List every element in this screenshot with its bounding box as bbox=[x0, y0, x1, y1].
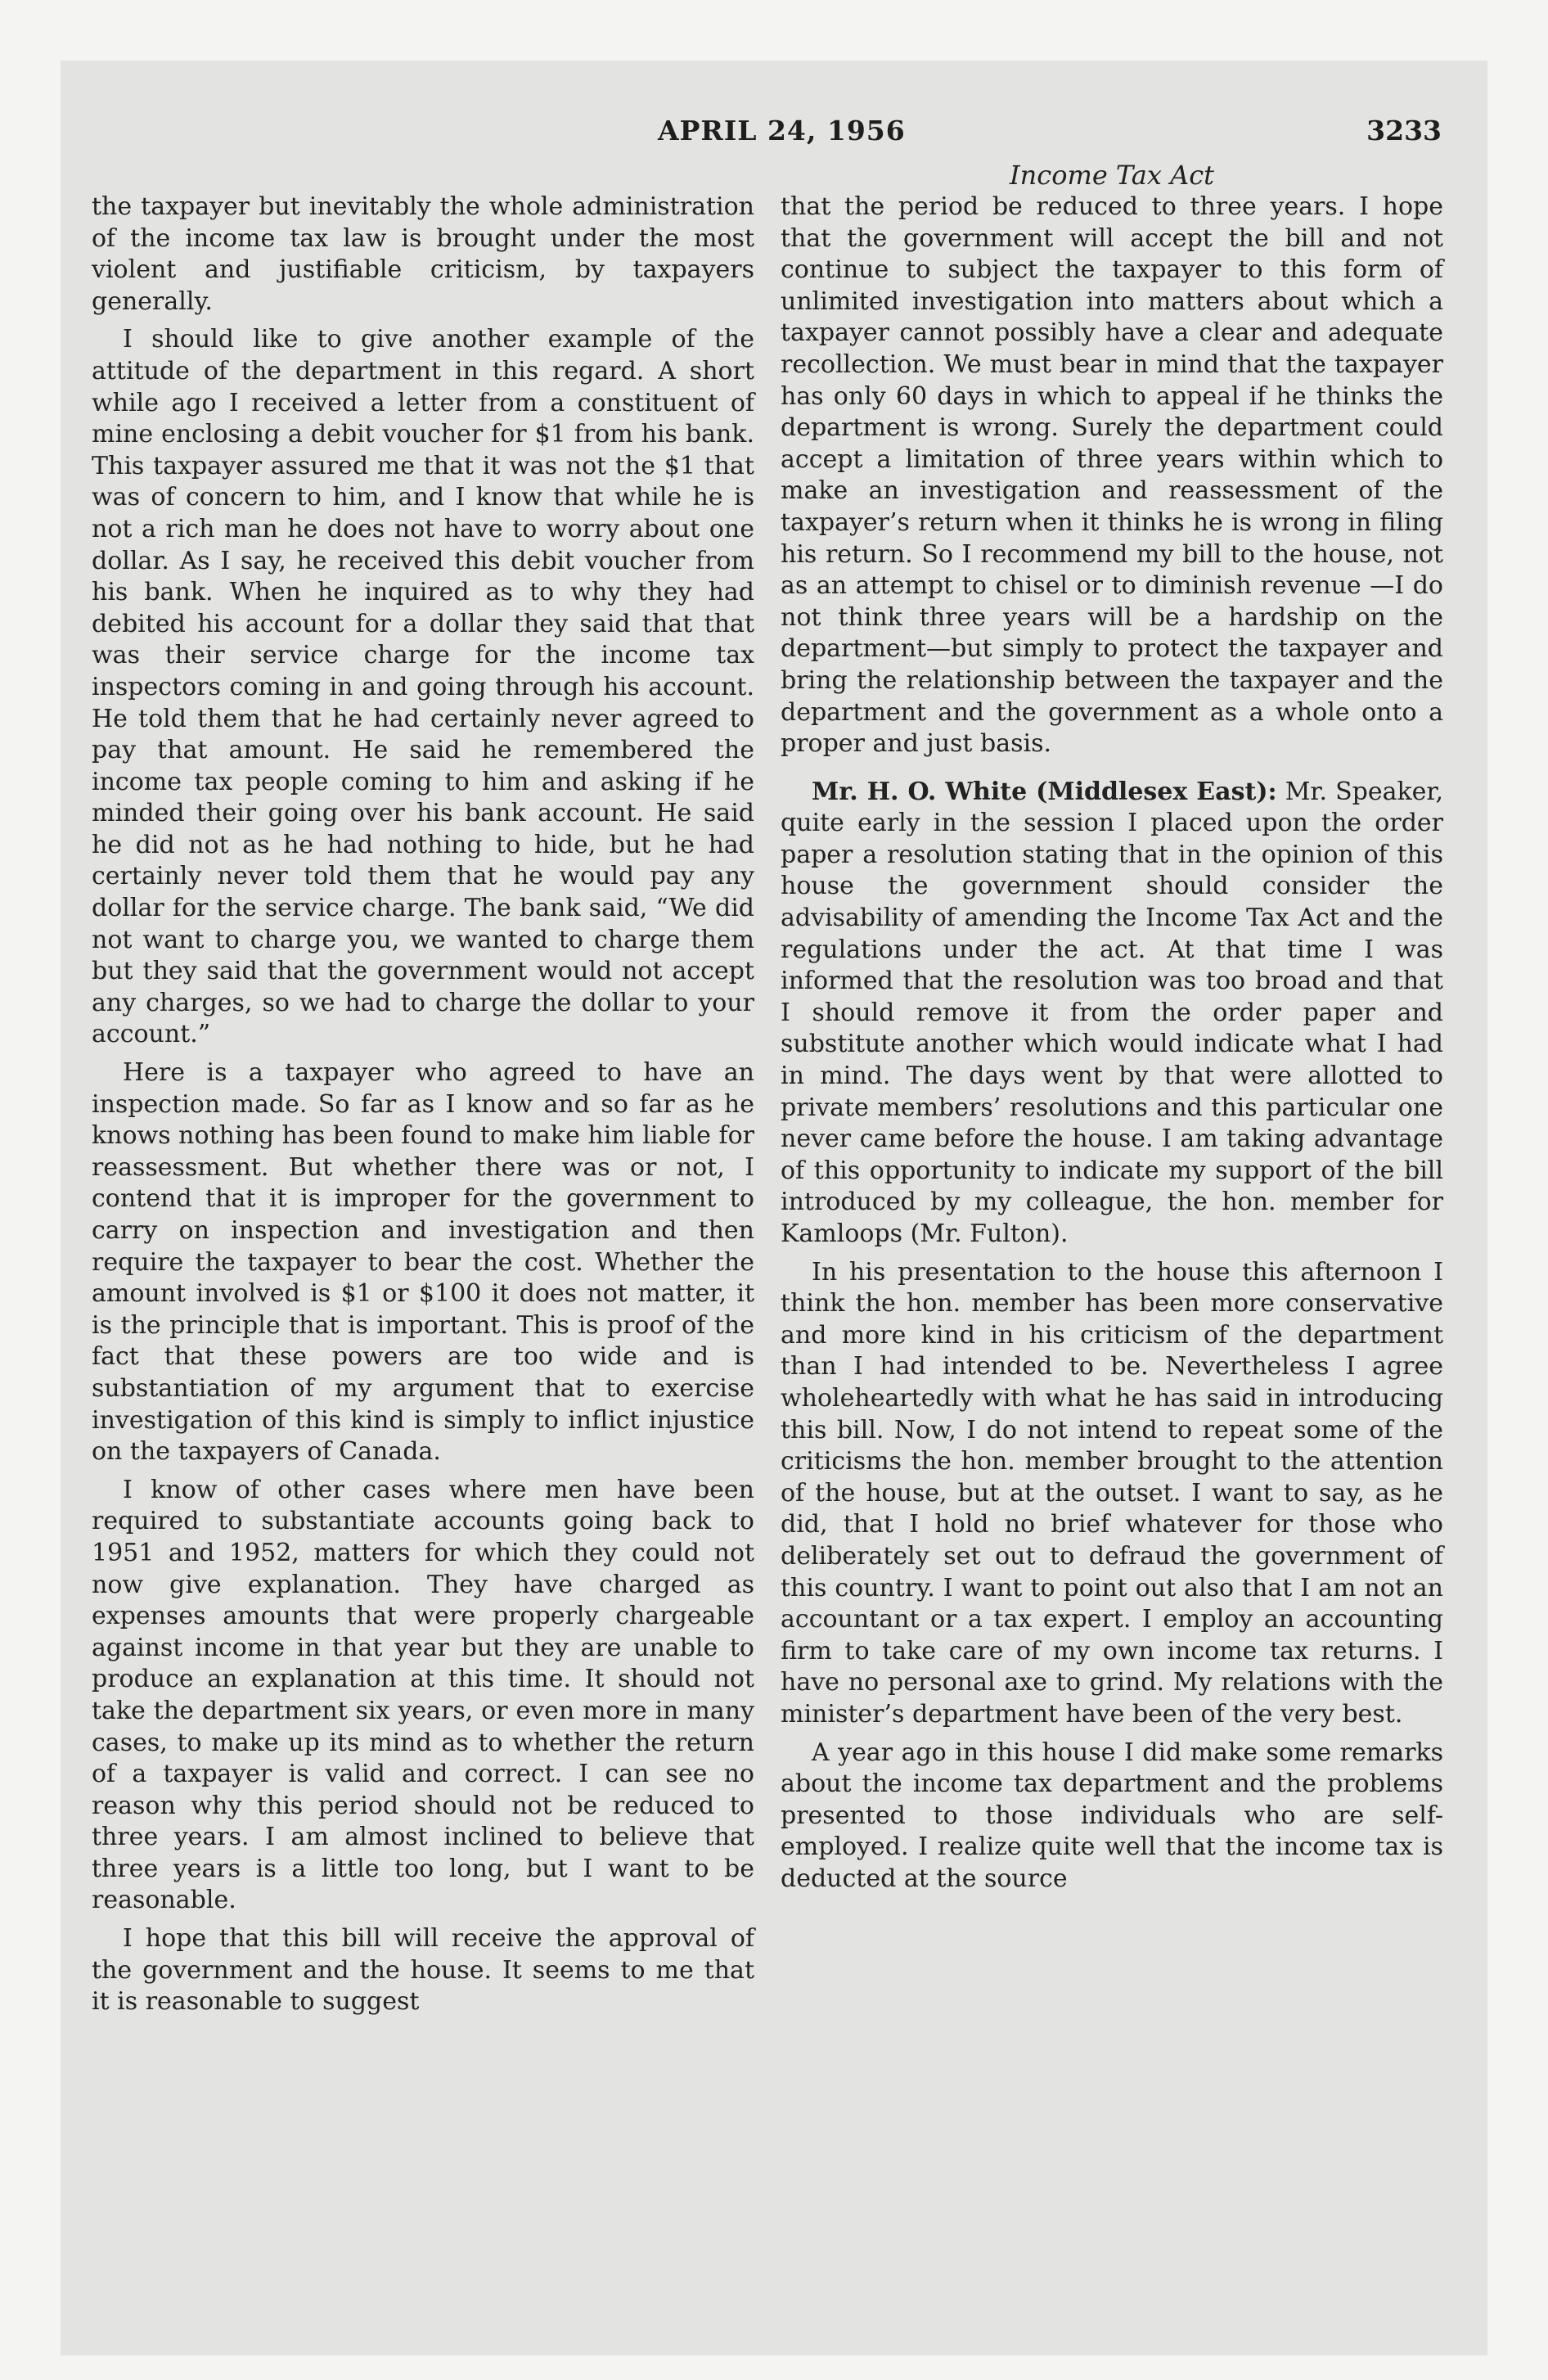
paragraph: the taxpayer but inevitably the whole administration of the income tax law is brought under the most violent and justifiable criticism, by taxpayers generally. bbox=[92, 192, 754, 316]
paragraph: Here is a taxpayer who agreed to have an inspection made. So far as I know and so far as he knows nothing has been found to make him liable for reassessment. But whether there was or not, I contend that it is improper for the government to carry on inspection and investigation and then require the taxpayer to bear the cost. Whether the amount involved is $1 or $100 it does not matter, it is the principle that is important. This is proof of the fact that these powers are too wide and is substantiation of my argument that to exercise investigation of this kind is simply to inflict injustice on the taxpayers of Canada. bbox=[92, 1058, 754, 1467]
speaker-text: Mr. Speaker, quite early in the session I placed upon the order paper a resolution stating that in the opinion of this house the government should consider the advisability of amending the Income Tax Act and the regulations under the act. At that time I was informed that the resolution was too broad and that I should remove it from the order paper and substitute another which would indicate what I had in mind. The days went by that were allotted to private members’ resolutions and this particular one never came before the house. I am taking advantage of this opportunity to indicate my support of the bill introduced by my colleague, the hon. member for Kamloops (Mr. Fulton). bbox=[781, 777, 1444, 1248]
right-column bbox=[781, 159, 1443, 1895]
paragraph: In his presentation to the house this afternoon I think the hon. member has been more conservative and more kind in his criticism of the department than I had intended to be. Nevertheless I agree wholeheartedly with what he has said in introducing this bill. Now, I do not intend to repeat some of the criticisms the hon. member brought to the attention of the house, but at the outset. I want to say, as he did, that I hold no brief whatever for those who deliberately set out to defraud the government of this country. I want to point out also that I am not an accountant or a tax expert. I employ an accounting firm to take care of my own income tax returns. I have no personal axe to grind. My relations with the minister’s department have been of the very best. bbox=[781, 1257, 1443, 1729]
paragraph: I hope that this bill will receive the approval of the government and the house. It seems to me that it is reasonable to suggest bbox=[92, 1924, 754, 2017]
paragraph: that the period be reduced to three years. I hope that the government will accept the bill and not continue to subject the taxpayer to this form of unlimited investigation into matters about which a taxpayer cannot possibly have a clear and adequate recollection. We must bear in mind that the taxpayer has only 60 days in which to appeal if he thinks the department is wrong. Surely the department could accept a limitation of three years within which to make an investigation and reassessment of the taxpayer’s return when it thinks he is wrong in filing his return. So I recommend my bill to the house, not as an attempt to chisel or to diminish revenue —I do not think three years will be a hardship on the department—but simply to protect the taxpayer and bring the relationship between the taxpayer and the department and the government as a whole onto a proper and just basis. bbox=[781, 192, 1443, 759]
speaker-name: Mr. H. O. White (Middlesex East): bbox=[812, 777, 1277, 806]
page-number: 3233 bbox=[1366, 115, 1442, 146]
page-header bbox=[61, 115, 1487, 156]
paragraph: A year ago in this house I did make some remarks about the income tax department and the problems presented to those individuals who are self-employed. I realize quite well that the income tax is deducted at the source bbox=[781, 1738, 1443, 1893]
page-scan bbox=[61, 61, 1487, 2355]
header-date: APRIL 24, 1956 bbox=[658, 115, 906, 146]
speaker-paragraph bbox=[781, 777, 1443, 1251]
left-column bbox=[92, 192, 754, 2018]
paragraph: I know of other cases where men have been required to substantiate accounts going back to 1951 and 1952, matters for which they could not now give explanation. They have charged as expenses amounts that were properly chargeable against income in that year but they are unable to produce an explanation at this time. It should not take the department six years, or even more in many cases, to make up its mind as to whether the return of a taxpayer is valid and correct. I can see no reason why this period should not be reduced to three years. I am almost inclined to believe that three years is a little too long, but I want to be reasonable. bbox=[92, 1475, 754, 1915]
running-head: Income Tax Act bbox=[1010, 160, 1214, 191]
paragraph: I should like to give another example of the attitude of the department in this regard. A short while ago I received a letter from a constituent of mine enclosing a debit voucher for $1 from his bank. This taxpayer assured me that it was not the $1 that was of concern to him, and I know that while he is not a rich man he does not have to worry about one dollar. As I say, he received this debit voucher from his bank. When he inquired as to why they had debited his account for a dollar they said that that was their service charge for the income tax inspectors coming in and going through his account. He told them that he had certainly never agreed to pay that amount. He said he remembered the income tax people coming to him and asking if he minded their going over his bank account. He said he did not as he had nothing to hide, but he had certainly never told them that he would pay any dollar for the service charge. The bank said, “We did not want to charge you, we wanted to charge them but they said that the government would not accept any charges, so we had to charge the dollar to your account.” bbox=[92, 325, 754, 1049]
